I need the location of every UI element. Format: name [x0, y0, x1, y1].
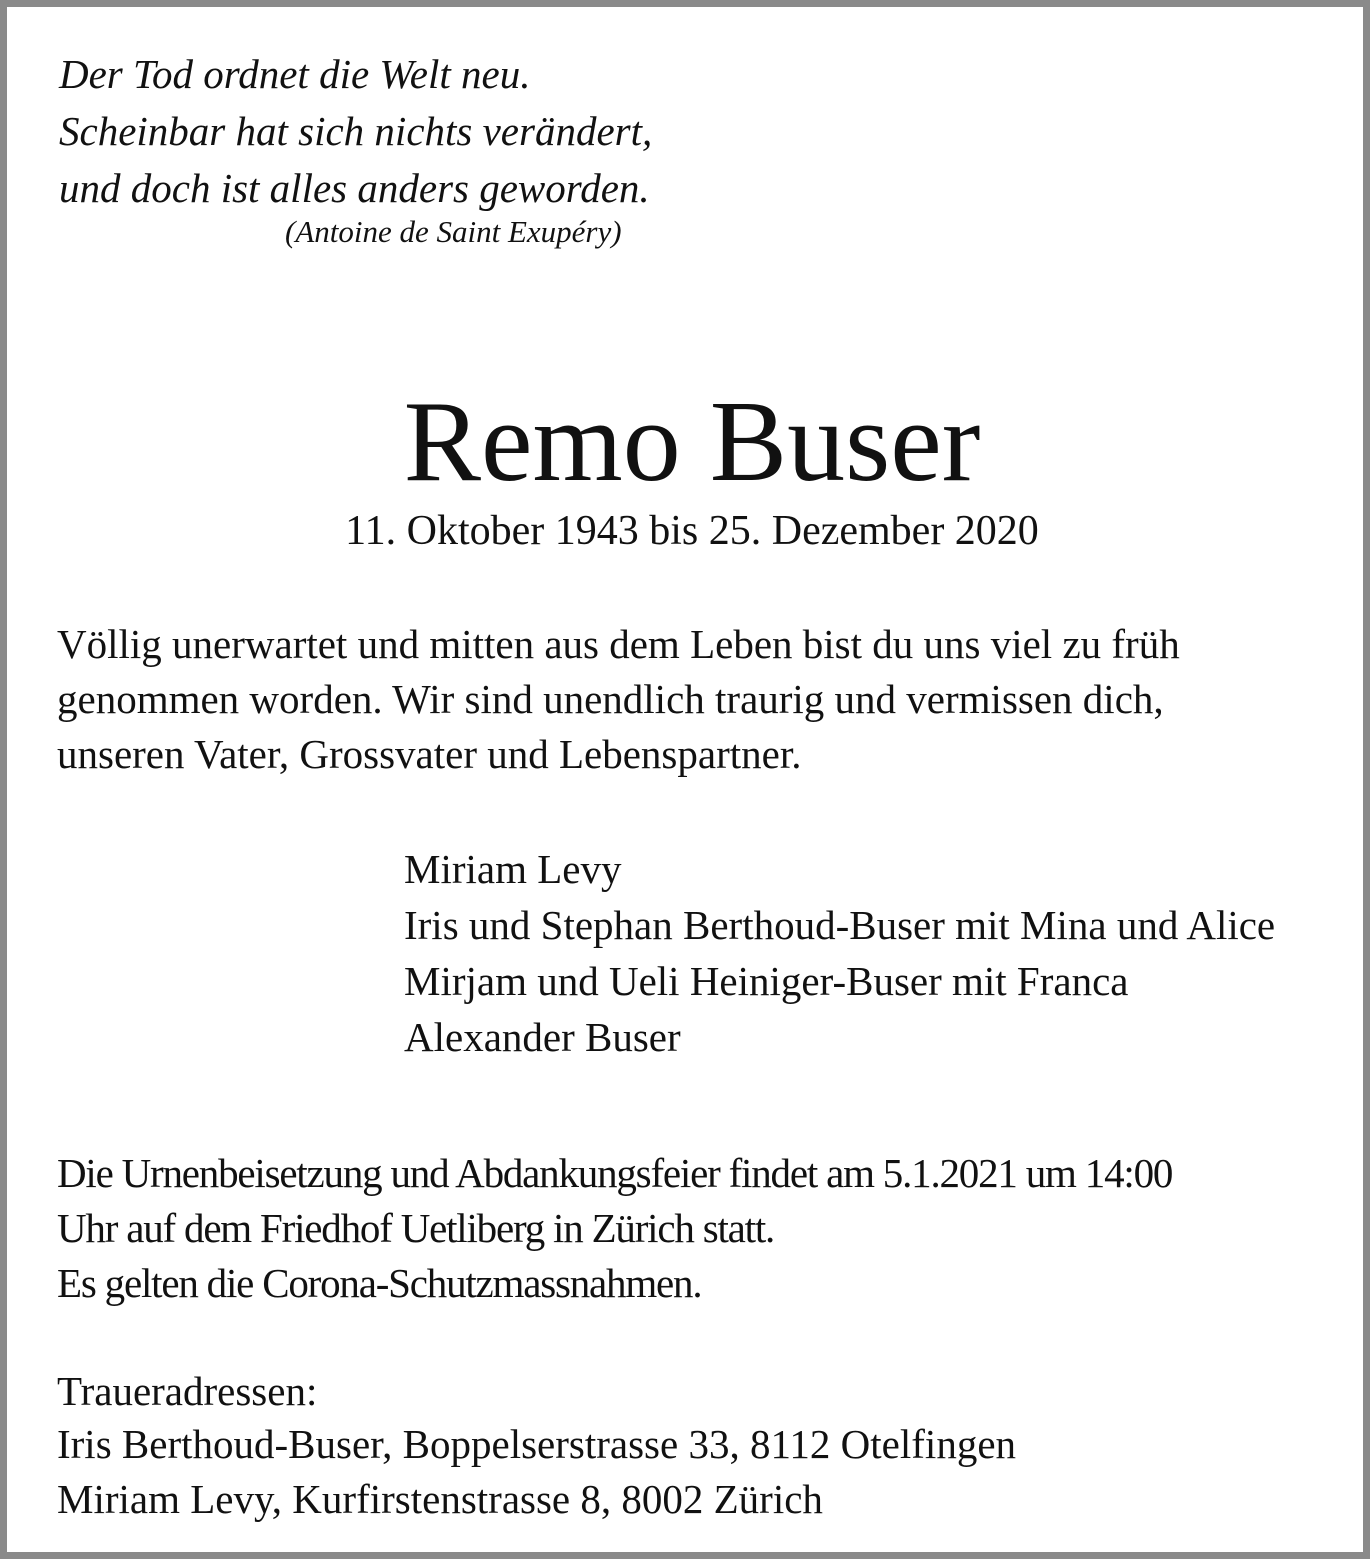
survivor-name: Alexander Buser	[404, 1014, 681, 1060]
survivor-name: Miriam Levy	[404, 846, 622, 892]
ceremony-line-2: Uhr auf dem Friedhof Uetliberg in Zürich statt.	[57, 1205, 775, 1251]
ceremony-line-3: Es gelten die Corona-Schutzmassnahmen.	[57, 1260, 702, 1306]
message-line-3: unseren Vater, Grossvater und Lebenspartner.	[57, 731, 802, 777]
message-line-2: genommen worden. Wir sind unendlich traurig und vermissen dich,	[57, 676, 1164, 722]
life-dates: 11. Oktober 1943 bis 25. Dezember 2020	[345, 508, 1039, 554]
quote-line-1: Der Tod ordnet die Welt neu.	[59, 51, 531, 97]
survivor-name: Mirjam und Ueli Heiniger-Buser mit Franca	[404, 958, 1129, 1004]
ceremony-line-1: Die Urnenbeisetzung und Abdankungsfeier findet am 5.1.2021 um 14:00	[57, 1150, 1173, 1196]
message-line-1: Völlig unerwartet und mitten aus dem Leben bist du uns viel zu früh	[57, 621, 1180, 667]
quote-line-3: und doch ist alles anders geworden.	[59, 165, 650, 211]
quote-line-2: Scheinbar hat sich nichts verändert,	[59, 108, 653, 154]
addresses-heading: Traueradressen:	[57, 1368, 318, 1414]
address-line: Miriam Levy, Kurfirstenstrasse 8, 8002 Zürich	[57, 1476, 823, 1522]
deceased-name: Remo Buser	[403, 378, 981, 506]
survivor-name: Iris und Stephan Berthoud-Buser mit Mina und Alice	[404, 902, 1276, 948]
address-line: Iris Berthoud-Buser, Boppelserstrasse 33, 8112 Otelfingen	[57, 1421, 1017, 1467]
quote-attribution: (Antoine de Saint Exupéry)	[285, 214, 622, 249]
